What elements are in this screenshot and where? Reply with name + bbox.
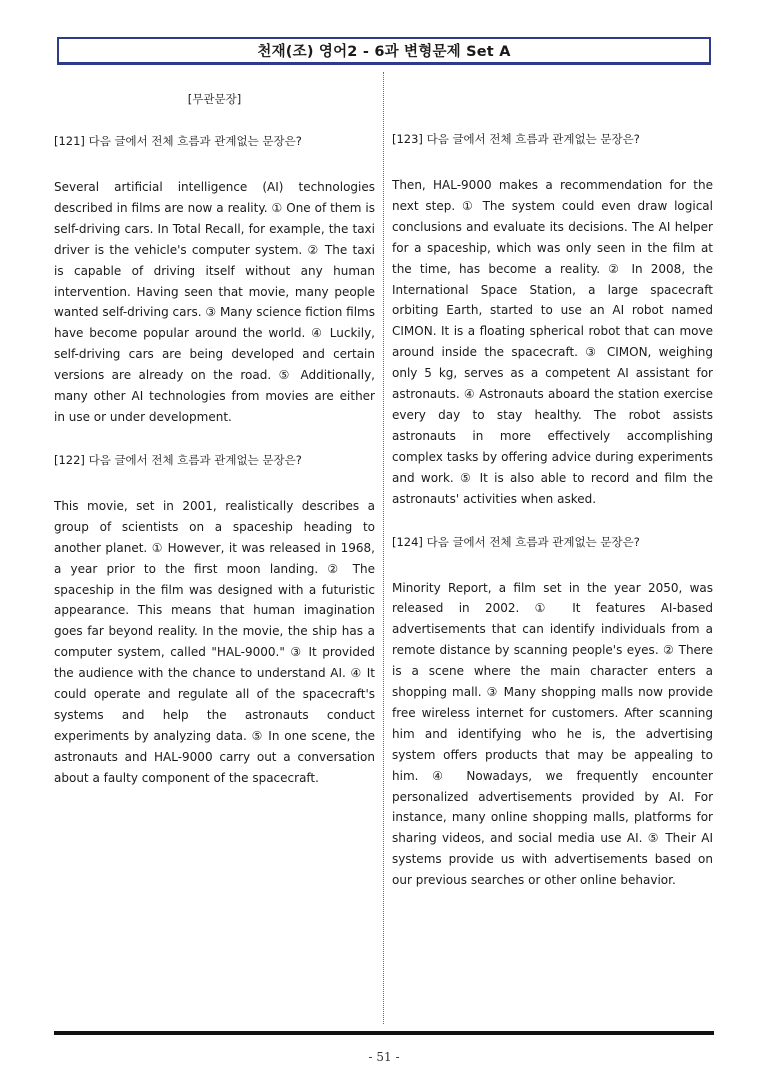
column-divider (383, 72, 384, 1024)
right-column (392, 84, 713, 913)
question-prompt-122: [122] 다음 글에서 전체 흐름과 관계없는 문장은? (54, 452, 302, 467)
question-passage-122: This movie, set in 2001, realistically describes a group of scientists on a spaceship heading to another planet. ① However, it was released in 1968, a year prior to the first moon landing. ② The spaceship in the film was designed with a futuristic appearance. This means that human imagination goes far beyond reality. In the movie, the ship has a computer system, called "HAL-9000." ③ It provided the audience with the chance to understand AI. ④ It could operate and regulate all of the spacecraft's systems and help the astronauts conduct experiments by analyzing data. ⑤ In one scene, the astronauts and HAL-9000 carry out a conversation about a faulty component of the spacecraft. (54, 498, 375, 785)
page-title: 천재(조) 영어2 - 6과 변형문제 Set A (57, 37, 711, 65)
question-prompt-121: [121] 다음 글에서 전체 흐름과 관계없는 문장은? (54, 134, 302, 148)
left-column (54, 84, 375, 811)
question-passage-121: Several artificial intelligence (AI) technologies described in films are now a reality. ① One of them is self-driving cars. In Total Recall, for example, the taxi driver is the vehicle's computer system. ② The taxi is capable of driving itself without any human intervention. Having seen that movie, many people wanted self-driving cars. ③ Many science fiction films have become popular around the world. ④ Luckily, self-driving cars are being developed and certain versions are already on the road. ⑤ Additionally, many other AI technologies from movies are either in use or under development. (54, 180, 375, 424)
footer-rule (54, 1031, 714, 1035)
question-passage-124: Minority Report, a film set in the year 2050, was released in 2002. ① It features AI-based advertisements that can identify individuals from a remote distance by scanning people's eyes. ② There is a scene where the main character enters a shopping mall. ③ Many shopping malls now provide free wireless internet for customers. After scanning him and identifying who he is, the advertising system offers products that may be appealing to him. ④ Nowadays, we frequently encounter personalized advertisements provided by AI. For instance, many online shopping malls, platforms for sharing videos, and social media use AI. ⑤ Their AI systems provide us with advertisements based on our previous searches or other online behavior. (392, 580, 713, 888)
section-label: [무관문장] (187, 92, 242, 106)
question-prompt-123: [123] 다음 글에서 전체 흐름과 관계없는 문장은? (392, 132, 640, 146)
page-number: - 51 - (368, 1050, 400, 1064)
question-prompt-124: [124] 다음 글에서 전체 흐름과 관계없는 문장은? (392, 534, 640, 549)
question-passage-123: Then, HAL-9000 makes a recommendation for the next step. ① The system could even draw logical conclusions and evaluate its decisions. The AI helper for a spaceship, which was only seen in the film at the time, has become a reality. ② In 2008, the International Space Station, a large spacecraft orbiting Earth, started to use an AI robot named CIMON. It is a floating spherical robot that can move around inside the spacecraft. ③ CIMON, weighing only 5 kg, serves as a competent AI assistant for astronauts. ④ Astronauts aboard the station exercise every day to stay healthy. The robot assists astronauts in more effectively accomplishing complex tasks by offering advice during experiments and work. ⑤ It is also able to record and film the astronauts' activities when asked. (392, 178, 713, 506)
